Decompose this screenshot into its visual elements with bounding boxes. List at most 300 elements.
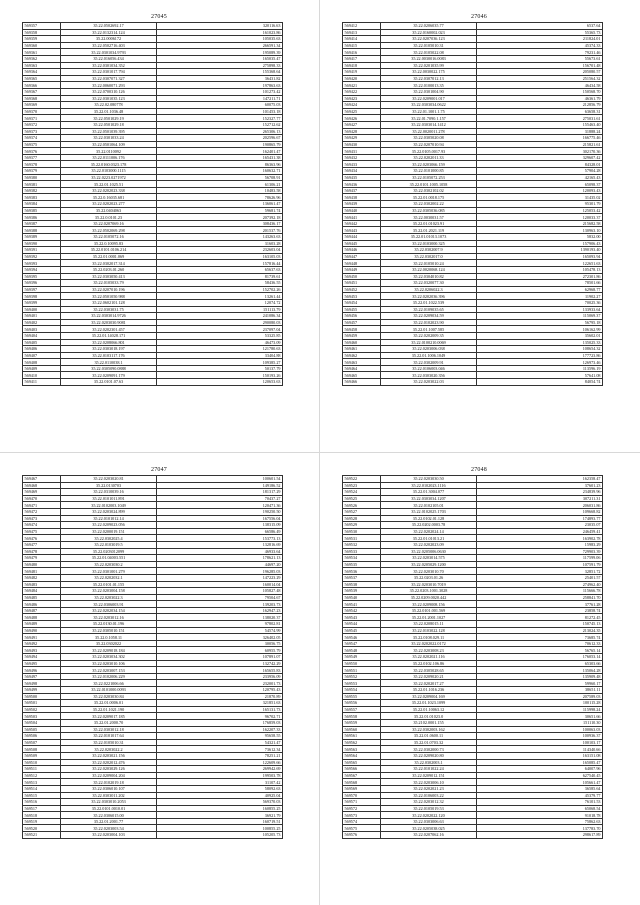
amount-cell: 251564.32 — [477, 75, 603, 82]
ledger-table — [22, 22, 283, 386]
record-id-cell: 569467 — [23, 476, 61, 483]
record-id-cell: 569455 — [343, 306, 381, 313]
record-id-cell: 569507 — [23, 739, 61, 746]
record-id-cell: 569440 — [343, 207, 381, 214]
amount-cell: 275031.61 — [477, 115, 603, 122]
account-code-cell: 35.22.0202022.0172 — [381, 640, 477, 647]
amount-cell: 86363.96 — [157, 161, 283, 168]
account-code-cell: 35.22.0305020.08 — [381, 135, 477, 142]
account-code-cell: 35.22.01.1007.585 — [381, 326, 477, 333]
amount-cell: 91018.78 — [477, 812, 603, 819]
account-code-cell: 35.22.0101000.0093 — [61, 687, 157, 694]
amount-cell: 30056.75 — [157, 640, 283, 647]
amount-cell: 147223.29 — [157, 574, 283, 581]
table-row — [343, 739, 603, 746]
account-code-cell: 35.22.0106003.22 — [381, 792, 477, 799]
account-code-cell: 35.22.0203029.126 — [61, 766, 157, 773]
record-id-cell: 569373 — [23, 128, 61, 135]
amount-cell: 155368.64 — [157, 69, 283, 76]
table-row — [343, 627, 603, 634]
table-row — [23, 561, 283, 568]
table-row — [23, 640, 283, 647]
record-id-cell: 569512 — [23, 772, 61, 779]
table-row — [343, 548, 603, 555]
record-id-cell: 569502 — [23, 706, 61, 713]
account-code-cell: 35.22.0203003.54 — [61, 825, 157, 832]
amount-cell: 78626.96 — [157, 194, 283, 201]
record-id-cell: 569405 — [23, 339, 61, 346]
record-id-cell: 569570 — [343, 792, 381, 799]
table-row — [23, 346, 283, 353]
record-id-cell: 569567 — [343, 772, 381, 779]
record-id-cell: 569549 — [343, 654, 381, 661]
table-row — [23, 548, 283, 555]
record-id-cell: 569415 — [343, 42, 381, 49]
account-code-cell: 35.22.0110092 — [61, 148, 157, 155]
amount-cell: 1390193.40 — [477, 247, 603, 254]
table-row — [343, 359, 603, 366]
account-code-cell: 35.22.0205006.0630 — [381, 548, 477, 555]
record-id-cell: 569452 — [343, 286, 381, 293]
account-code-cell: 35.22.0102023.90 — [381, 319, 477, 326]
record-id-cell: 569501 — [23, 700, 61, 707]
table-row — [343, 128, 603, 135]
table-row — [23, 36, 283, 43]
amount-cell: 33404.88 — [157, 352, 283, 359]
amount-cell: 95658.55 — [157, 733, 283, 740]
table-row — [23, 201, 283, 208]
account-code-cell: 35.22.0202301.457 — [61, 326, 157, 333]
table-row — [343, 194, 603, 201]
account-code-cell: 35.22.0102006.229 — [61, 673, 157, 680]
account-code-cell: 35.22.0202023.09 — [381, 541, 477, 548]
amount-cell: 75862.63 — [477, 818, 603, 825]
table-row — [343, 792, 603, 799]
table-row — [343, 772, 603, 779]
table-row — [23, 555, 283, 562]
record-id-cell: 569533 — [343, 548, 381, 555]
record-id-cell: 569389 — [23, 234, 61, 241]
amount-cell: 65637.63 — [157, 266, 283, 273]
amount-cell: 42165.43 — [477, 174, 603, 181]
amount-cell: 212856.79 — [477, 102, 603, 109]
table-row — [23, 102, 283, 109]
amount-cell: 120471.36 — [157, 502, 283, 509]
amount-cell: 122609.66 — [157, 759, 283, 766]
account-code-cell: 35.22.0105019.53 — [381, 805, 477, 812]
account-code-cell: 35.22.0208015.11 — [381, 621, 477, 628]
table-row — [343, 561, 603, 568]
record-id-cell: 569500 — [23, 693, 61, 700]
table-row — [23, 187, 283, 194]
account-code-cell: 35.22.0205029.1200 — [381, 561, 477, 568]
table-row — [23, 220, 283, 227]
amount-cell: 126973.46 — [477, 359, 603, 366]
amount-cell: 56795.18 — [477, 319, 603, 326]
table-row — [343, 135, 603, 142]
table-row — [343, 62, 603, 69]
record-id-cell: 569451 — [343, 280, 381, 287]
table-row — [343, 49, 603, 56]
table-row — [23, 581, 283, 588]
amount-cell: 62968.77 — [477, 286, 603, 293]
record-id-cell: 569534 — [343, 555, 381, 562]
record-id-cell: 569506 — [23, 733, 61, 740]
table-row — [23, 313, 283, 320]
account-code-cell: 35.22.0207010.94 — [381, 141, 477, 148]
record-id-cell: 569554 — [343, 687, 381, 694]
record-id-cell: 569542 — [343, 607, 381, 614]
account-code-cell: 35.22.0101.0010.01 — [61, 805, 157, 812]
table-row — [23, 489, 283, 496]
amount-cell: 232001.73 — [157, 680, 283, 687]
account-code-cell: 35.22.01.1025.51 — [61, 181, 157, 188]
account-code-cell: 35.22.01.0001.069 — [61, 253, 157, 260]
account-code-cell: 35.22.0203030.9081 — [61, 319, 157, 326]
account-code-cell: 35.22.0502069.298 — [61, 227, 157, 234]
amount-cell: 147211.71 — [157, 95, 283, 102]
account-code-cell: 35.22.0202009.35 — [381, 332, 477, 339]
record-id-cell: 569426 — [343, 115, 381, 122]
amount-cell: 25401.57 — [477, 574, 603, 581]
amount-cell: 56708.91 — [157, 174, 283, 181]
table-row — [343, 614, 603, 621]
table-row — [23, 365, 283, 372]
amount-cell: 569370.03 — [157, 799, 283, 806]
table-row — [343, 260, 603, 267]
amount-cell: 97802.81 — [157, 621, 283, 628]
account-code-cell: 35.22.0305028.65 — [381, 667, 477, 674]
account-code-cell: 35.22.0209004.204 — [61, 772, 157, 779]
account-code-cell: 35.22.0103019.5 — [61, 541, 157, 548]
table-row — [23, 326, 283, 333]
record-id-cell: 569541 — [343, 601, 381, 608]
table-row — [343, 372, 603, 379]
account-code-cell: 35.22.0203022.03 — [381, 379, 477, 386]
page-number-title: 27047 — [151, 467, 167, 473]
account-code-cell: 35.22.01.01013.21 — [381, 535, 477, 542]
record-id-cell: 569463 — [343, 359, 381, 366]
record-id-cell: 569441 — [343, 214, 381, 221]
record-id-cell: 569435 — [343, 174, 381, 181]
amount-cell: 157816.44 — [157, 260, 283, 267]
amount-cell: 105661.47 — [477, 779, 603, 786]
amount-cell: 63658.31 — [477, 108, 603, 115]
amount-cell: 152712.62 — [157, 121, 283, 128]
account-code-cell: 35.22.0501039.395 — [61, 128, 157, 135]
amount-cell: 258841.70 — [477, 594, 603, 601]
amount-cell: 165085.47 — [477, 759, 603, 766]
record-id-cell: 569392 — [23, 253, 61, 260]
table-row — [23, 352, 283, 359]
account-code-cell: 35.22.0006172 — [61, 36, 157, 43]
page-number-title: 27045 — [151, 14, 167, 20]
table-row — [343, 502, 603, 509]
amount-cell: 176859.03 — [157, 719, 283, 726]
account-code-cell: 35.22.0102019.18 — [61, 779, 157, 786]
table-row — [23, 55, 283, 62]
record-id-cell: 569483 — [23, 581, 61, 588]
account-code-cell: 35.22.01.01023.0 — [381, 713, 477, 720]
record-id-cell: 569481 — [23, 568, 61, 575]
amount-cell: 178621.13 — [157, 555, 283, 562]
table-row — [23, 785, 283, 792]
table-row — [23, 49, 283, 56]
table-row — [343, 266, 603, 273]
record-id-cell: 569365 — [23, 75, 61, 82]
amount-cell: 150745.13 — [477, 621, 603, 628]
account-code-cell: 35.22.0105010.31 — [381, 42, 477, 49]
table-row — [23, 772, 283, 779]
record-id-cell: 569445 — [343, 240, 381, 247]
record-id-cell: 569380 — [23, 174, 61, 181]
record-id-cell: 569381 — [23, 181, 61, 188]
amount-cell: 163151.08 — [477, 752, 603, 759]
amount-cell: 130963.10 — [477, 227, 603, 234]
amount-cell: 44697.20 — [157, 561, 283, 568]
table-row — [23, 752, 283, 759]
account-code-cell: 35.22.0310039.16 — [61, 489, 157, 496]
account-code-cell: 35.22.01.0703.32 — [381, 739, 477, 746]
amount-cell: 45374.33 — [477, 42, 603, 49]
account-code-cell: 35.22.02.080778 — [61, 102, 157, 109]
amount-cell: 65303.66 — [477, 660, 603, 667]
amount-cell: 70025.36 — [477, 299, 603, 306]
table-row — [343, 293, 603, 300]
table-row — [343, 719, 603, 726]
record-id-cell: 569413 — [343, 29, 381, 36]
record-id-cell: 569486 — [23, 601, 61, 608]
table-row — [23, 319, 283, 326]
amount-cell: 95301.79 — [477, 201, 603, 208]
account-code-cell: 35.22.0223.0271972 — [61, 174, 157, 181]
record-id-cell: 569480 — [23, 561, 61, 568]
amount-cell: 107891.07 — [157, 654, 283, 661]
record-id-cell: 569535 — [343, 561, 381, 568]
record-id-cell: 569491 — [23, 634, 61, 641]
account-code-cell: 35.22.0301004.90 — [381, 88, 477, 95]
record-id-cell: 569386 — [23, 214, 61, 221]
amount-cell: 78501.66 — [477, 280, 603, 287]
table-row — [343, 726, 603, 733]
amount-cell: 96702.71 — [157, 713, 283, 720]
record-id-cell: 569457 — [343, 319, 381, 326]
account-code-cell: 35.22.0302002.22 — [381, 201, 477, 208]
account-code-cell: 35.22.0160.0323.178 — [61, 161, 157, 168]
account-code-cell: 35.22.0307071.327 — [61, 75, 157, 82]
record-id-cell: 569564 — [343, 752, 381, 759]
account-code-cell: 35.22.0203006.10 — [381, 779, 477, 786]
account-code-cell: 35.22.0302000.73 — [381, 746, 477, 753]
account-code-cell: 35.22.0202021.23 — [381, 785, 477, 792]
account-code-cell: 35.22.0105.0017.93 — [381, 148, 477, 155]
table-row — [23, 792, 283, 799]
table-row — [343, 69, 603, 76]
table-row — [23, 306, 283, 313]
account-code-cell: 35.22.0203010.106 — [61, 660, 157, 667]
account-code-cell: 35.22.0203024.899 — [61, 508, 157, 515]
amount-cell: 162358.47 — [477, 476, 603, 483]
account-code-cell: 35.22.0303012.18 — [61, 726, 157, 733]
amount-cell: 101273.42 — [157, 88, 283, 95]
amount-cell: 149186.52 — [157, 482, 283, 489]
table-row — [23, 601, 283, 608]
amount-cell: 165131.73 — [157, 706, 283, 713]
amount-cell: 190865.79 — [157, 141, 283, 148]
account-code-cell: 35.22.0203030.84 — [61, 693, 157, 700]
table-row — [343, 594, 603, 601]
account-code-cell: 35.22.0303031.75 — [61, 306, 157, 313]
account-code-cell: 35.22.0303034.1207 — [381, 495, 477, 502]
amount-cell: 121780.63 — [157, 346, 283, 353]
amount-cell: 58436.55 — [157, 280, 283, 287]
record-id-cell: 569363 — [23, 62, 61, 69]
account-code-cell: 35.22.0105072.16 — [61, 234, 157, 241]
amount-cell: 31888.24 — [477, 128, 603, 135]
account-code-cell: 35.22.0203012099 — [61, 548, 157, 555]
record-id-cell: 569513 — [23, 779, 61, 786]
account-code-cell: 35.22.0306015.00 — [61, 812, 157, 819]
record-id-cell: 569517 — [23, 805, 61, 812]
table-row — [343, 508, 603, 515]
record-id-cell: 569468 — [23, 482, 61, 489]
account-code-cell: 35.22.01.14028.171 — [61, 332, 157, 339]
amount-cell: 120033.37 — [477, 214, 603, 221]
record-id-cell: 569490 — [23, 627, 61, 634]
amount-cell: 81739.61 — [157, 273, 283, 280]
account-code-cell: 35.22.0132314.124 — [61, 29, 157, 36]
record-id-cell: 569427 — [343, 121, 381, 128]
account-code-cell: 35.22.0209004.169 — [381, 693, 477, 700]
amount-cell: 132742.29 — [157, 660, 283, 667]
record-id-cell: 569425 — [343, 108, 381, 115]
account-code-cell: 35.22.0020011.278 — [381, 128, 477, 135]
table-row — [343, 568, 603, 575]
amount-cell: 115069.37 — [477, 313, 603, 320]
amount-cell: 138315.09 — [157, 522, 283, 529]
table-row — [23, 23, 283, 30]
record-id-cell: 569436 — [343, 181, 381, 188]
amount-cell: 101453.18 — [157, 108, 283, 115]
record-id-cell: 569523 — [343, 482, 381, 489]
account-code-cell: 35.22.0160002.023 — [381, 29, 477, 36]
amount-cell: 152327.77 — [157, 115, 283, 122]
table-row — [23, 135, 283, 142]
account-code-cell: 35.22.0.0101.23 — [61, 214, 157, 221]
table-row — [23, 832, 283, 839]
account-code-cell: 35.22.0303010.2053 — [61, 799, 157, 806]
record-id-cell: 569443 — [343, 227, 381, 234]
amount-cell: 100103.17 — [477, 739, 603, 746]
account-code-cell: 35.22.0209020.80 — [381, 752, 477, 759]
table-row — [343, 680, 603, 687]
account-code-cell: 35.22.0110038.1 — [61, 359, 157, 366]
record-id-cell: 569430 — [343, 141, 381, 148]
table-row — [23, 62, 283, 69]
amount-cell: 320116.63 — [157, 23, 283, 30]
amount-cell: 135909.48 — [477, 673, 603, 680]
table-row — [343, 95, 603, 102]
table-row — [23, 495, 283, 502]
account-code-cell: 35.22.0101.01.155 — [61, 581, 157, 588]
amount-cell: 31603.28 — [157, 240, 283, 247]
record-id-cell: 569382 — [23, 187, 61, 194]
table-row — [343, 522, 603, 529]
ledger-table — [342, 22, 603, 386]
table-row — [343, 148, 603, 155]
table-row — [23, 502, 283, 509]
table-row — [23, 818, 283, 825]
record-id-cell: 569569 — [343, 785, 381, 792]
table-row — [23, 726, 283, 733]
table-row — [23, 660, 283, 667]
record-id-cell: 569416 — [343, 49, 381, 56]
account-code-cell: 35.22.01.1023.1099 — [381, 700, 477, 707]
amount-cell: 237097.04 — [157, 326, 283, 333]
amount-cell: 197863.63 — [157, 82, 283, 89]
account-code-cell: 35.22.0203.01.260 — [61, 266, 157, 273]
record-id-cell: 569477 — [23, 541, 61, 548]
table-row — [343, 489, 603, 496]
amount-cell: 105205.73 — [157, 832, 283, 839]
account-code-cell: 35.22.0105022.08 — [381, 49, 477, 56]
account-code-cell: 35.22.0202036.396 — [381, 293, 477, 300]
account-code-cell: 35.22.0209023.056 — [61, 522, 157, 529]
amount-cell: 32851.72 — [477, 568, 603, 575]
account-code-cell: 35.22.0020068.124 — [381, 266, 477, 273]
table-row — [23, 746, 283, 753]
amount-cell: 163902.78 — [477, 535, 603, 542]
record-id-cell: 569359 — [23, 36, 61, 43]
table-row — [23, 759, 283, 766]
record-id-cell: 569515 — [23, 792, 61, 799]
record-id-cell: 569568 — [343, 779, 381, 786]
account-code-cell: 35.22.0203034.302 — [61, 654, 157, 661]
record-id-cell: 569546 — [343, 634, 381, 641]
record-id-cell: 569421 — [343, 82, 381, 89]
amount-cell: 65098.37 — [477, 181, 603, 188]
account-code-cell: 35.22.0301001.279 — [61, 568, 157, 575]
record-id-cell: 569432 — [343, 154, 381, 161]
account-code-cell: 35.22.0303050.413 — [61, 273, 157, 280]
table-row — [23, 588, 283, 595]
table-row — [343, 706, 603, 713]
record-id-cell: 569508 — [23, 746, 61, 753]
table-row — [343, 299, 603, 306]
record-id-cell: 569563 — [343, 746, 381, 753]
account-code-cell: 35.22.0302003.162 — [381, 726, 477, 733]
account-code-cell: 35.22.0306010.107 — [61, 785, 157, 792]
table-row — [23, 299, 283, 306]
document-page-4 — [320, 453, 638, 903]
table-row — [343, 687, 603, 694]
table-row — [23, 141, 283, 148]
table-row — [23, 286, 283, 293]
amount-cell: 627540.45 — [477, 772, 603, 779]
amount-cell: 160014.04 — [157, 581, 283, 588]
table-row — [343, 187, 603, 194]
table-row — [343, 23, 603, 30]
amount-cell: 135064.28 — [477, 667, 603, 674]
amount-cell: 157906.43 — [477, 240, 603, 247]
table-row — [23, 634, 283, 641]
table-row — [343, 785, 603, 792]
table-row — [343, 515, 603, 522]
record-id-cell: 569450 — [343, 273, 381, 280]
account-code-cell: 35.22.0307012.13 — [381, 75, 477, 82]
record-id-cell: 569462 — [343, 352, 381, 359]
account-code-cell: 35.22.0202023.277 — [61, 201, 157, 208]
